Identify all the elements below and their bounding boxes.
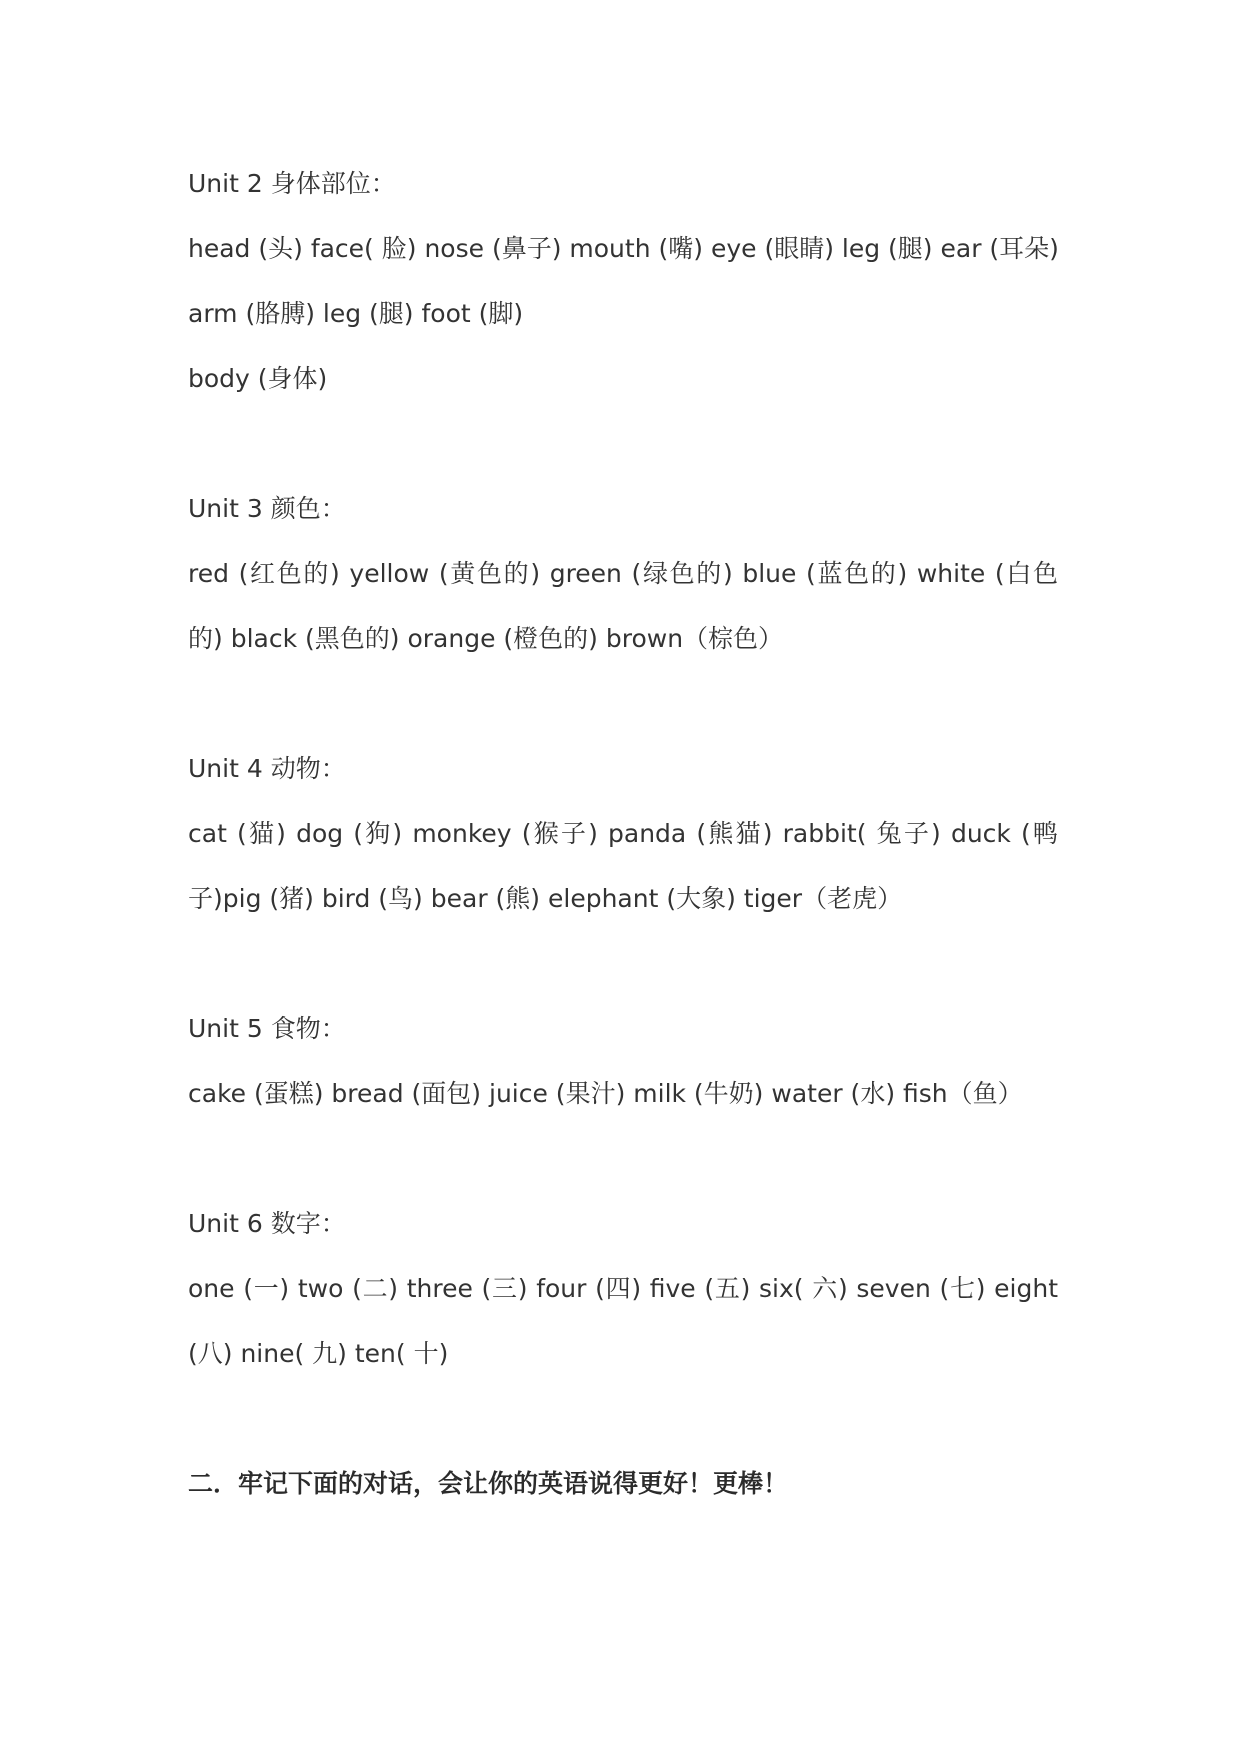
section-title: Unit 6 数字： (188, 1209, 346, 1238)
vocab-line: 子)pig (猪) bird (鸟) bear (熊) elephant (大象) tiger（老虎） (188, 884, 903, 913)
vocab-line: (八) nine( 九) ten( 十) (188, 1339, 449, 1368)
section-unit-4 (188, 745, 1058, 940)
vocab-line: cake (蛋糕) bread (面包) juice (果汁) milk (牛奶) water (水) fish（鱼） (188, 1079, 1023, 1108)
section-unit-2 (188, 160, 1058, 420)
vocab-line: head (头) face( 脸) nose (鼻子) mouth (嘴) eye (眼睛) leg (腿) ear (耳朵) (188, 234, 1059, 263)
section-unit-3 (188, 485, 1058, 680)
vocab-line: 的) black (黑色的) orange (橙色的) brown（棕色） (188, 624, 784, 653)
section-unit-6 (188, 1200, 1058, 1395)
document-page (188, 160, 1058, 1525)
section-title: Unit 3 颜色： (188, 494, 346, 523)
section-unit-5 (188, 1005, 1058, 1135)
vocab-line: red (红色的) yellow (黄色的) green (绿色的) blue (蓝色的) white (白色 (188, 559, 1058, 588)
section-title: Unit 4 动物： (188, 754, 346, 783)
vocab-line: one (一) two (二) three (三) four (四) five (五) six( 六) seven (七) eight (188, 1274, 1058, 1303)
section-title: Unit 2 身体部位： (188, 169, 396, 198)
vocab-line: cat (猫) dog (狗) monkey (猴子) panda (熊猫) rabbit( 兔子) duck (鸭 (188, 819, 1058, 848)
vocab-line: arm (胳膊) leg (腿) foot (脚) (188, 299, 524, 328)
closing-heading: 二．牢记下面的对话，会让你的英语说得更好！更棒！ (188, 1469, 789, 1498)
vocab-line: body (身体) (188, 364, 328, 393)
section-title: Unit 5 食物： (188, 1014, 346, 1043)
